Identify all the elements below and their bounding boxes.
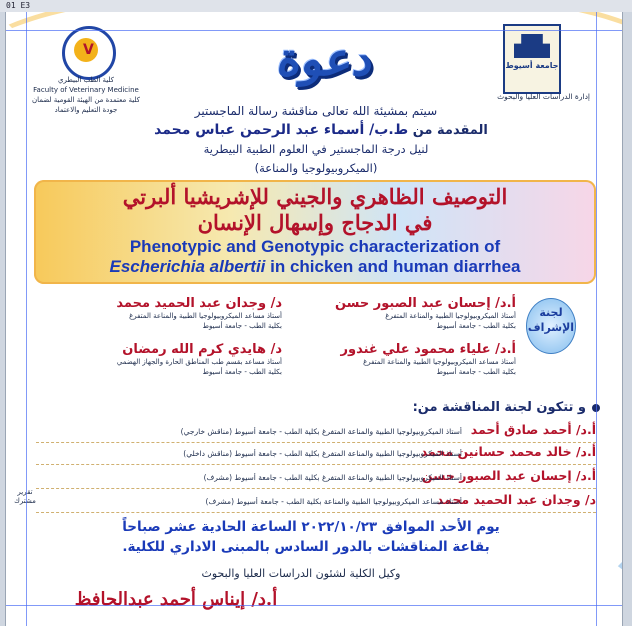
signatory-name: أ.د/ إيناس أحمد عبدالحافظ <box>74 589 278 610</box>
signatory-title: وكيل الكلية لشئون الدراسات العليا والبحوث <box>201 567 401 580</box>
document-tab[interactable]: 01 E3 <box>6 1 31 10</box>
candidate-name: ط.ب/ أسماء عبد الرحمن عباس محمد <box>154 122 409 138</box>
thesis-title-en <box>42 237 588 277</box>
faculty-name-en: Faculty of Veterinary Medicine <box>33 86 139 94</box>
vertical-scrollbar[interactable] <box>622 12 632 626</box>
invitation-page <box>6 12 622 626</box>
intro-line: سيتم بمشيئة الله تعالى مناقشة رسالة الماجستير <box>194 104 438 118</box>
layout-guide <box>596 12 597 626</box>
layout-guide <box>26 12 27 626</box>
degree-line: لنيل درجة الماجستير في العلوم الطبية البيطرية <box>203 142 429 156</box>
examiner-name: أ.د/ إحسان عبد الصبور حسن <box>421 468 596 483</box>
defense-venue: بقاعة المناقشات بالدور السادس بالمبنى الاداري للكلية. <box>122 539 490 555</box>
university-name: جامعة أسيوط <box>505 61 559 70</box>
defense-date: يوم الأحد الموافق ٢٠٢٢/١٠/٢٣ الساعة الحادية عشر صباحاً <box>122 519 500 535</box>
faculty-accreditation: كلية معتمدة من الهيئة القومية لضمان جودة التعليم والاعتماد <box>31 96 140 114</box>
supervisor-name: د/ هايدي كرم الله رمضان <box>122 342 282 357</box>
specialty-line: (الميكروبيولوجيا والمناعة) <box>254 161 378 175</box>
faculty-name: كلية الطب البيطري <box>57 76 115 84</box>
thesis-title-ar: التوصيف الظاهري والجيني للإشريشيا ألبرتي <box>122 184 508 209</box>
thesis-title-en-line1: Phenotypic and Genotypic characterization of <box>129 237 501 256</box>
examiner-desc: أستاذ الميكروبيولوجيا الطبية والمناعة المتفرغ بكلية الطب - جامعة أسيوط (مناقش خارجي) <box>180 427 462 436</box>
examiner-name: د/ وجدان عبد الحميد محمد <box>436 492 596 507</box>
faculty-logo: V <box>62 26 116 80</box>
examiner-row <box>36 444 596 465</box>
supervisor-entry: د/ وجدان عبد الحميد محمد أستاذ مساعد الميكروبيولوجيا الطبية والمناعة المتفرغ بكلية الطب - جامعة أسيوط <box>42 296 282 331</box>
examiner-desc: أستاذ مساعد الميكروبيولوجيا الطبية والمناعة بكلية الطب - جامعة أسيوط (مشرف) <box>205 497 462 506</box>
species-name: Escherichia albertii <box>109 257 266 276</box>
thesis-title-ar: في الدجاج وإسهال الإنسان <box>197 210 433 235</box>
thesis-title-en-line2: Escherichia albertii in chicken and human diarrhea <box>109 257 521 276</box>
supervisor-entry: د/ هايدي كرم الله رمضان أستاذ مساعد بقسم طب المناطق الحارة والجهاز الهضمي بكلية الطب - جامعة أسيوط <box>42 342 282 377</box>
layout-guide <box>6 30 622 31</box>
supervisor-entry: أ.د/ إحسان عبد الصبور حسن أستاذ الميكروبيولوجيا الطبية والمناعة المتفرغ بكلية الطب - جامعة أسيوط <box>296 296 516 331</box>
layout-guide <box>6 605 622 606</box>
invitation-title: دعوة <box>274 32 378 86</box>
examination-committee-heading: و تتكون لجنة المناقشة من: <box>366 400 586 415</box>
examiner-desc: أستاذ الميكروبيولوجيا الطبية والمناعة المتفرغ بكلية الطب - جامعة أسيوط (مشرف) <box>203 473 462 482</box>
examiner-row <box>36 492 596 513</box>
supervision-committee-badge: لجنة الإشراف <box>526 298 576 354</box>
examiner-name: أ.د/ خالد محمد حسانين محمد <box>420 444 596 459</box>
supervisor-name: أ.د/ إحسان عبد الصبور حسن <box>334 296 516 311</box>
examiner-row <box>36 468 596 489</box>
examiner-row <box>36 422 596 443</box>
candidate-line <box>76 122 566 138</box>
examiner-name: أ.د/ أحمد صادق أحمد <box>470 422 596 437</box>
university-logo <box>503 24 561 94</box>
supervisor-name: د/ وجدان عبد الحميد محمد <box>116 296 282 311</box>
university-building-icon <box>514 34 550 58</box>
university-department: إدارة الدراسات العليا والبحوث <box>497 92 590 101</box>
joint-report-tag: تقرير مشترك <box>14 488 36 505</box>
supervisor-name: أ.د/ علياء محمود علي غندور <box>340 342 516 357</box>
supervisor-entry: أ.د/ علياء محمود علي غندور أستاذ مساعد الميكروبيولوجيا الطبية والمناعة المتفرغ بكلية الطب - جامعة أسيوط <box>296 342 516 377</box>
examiner-desc: أستاذ الميكروبيولوجيا الطبية والمناعة المتفرغ بكلية الطب - جامعة أسيوط (مناقش داخلي) <box>183 449 462 458</box>
candidate-prefix: المقدمة من <box>412 123 488 138</box>
